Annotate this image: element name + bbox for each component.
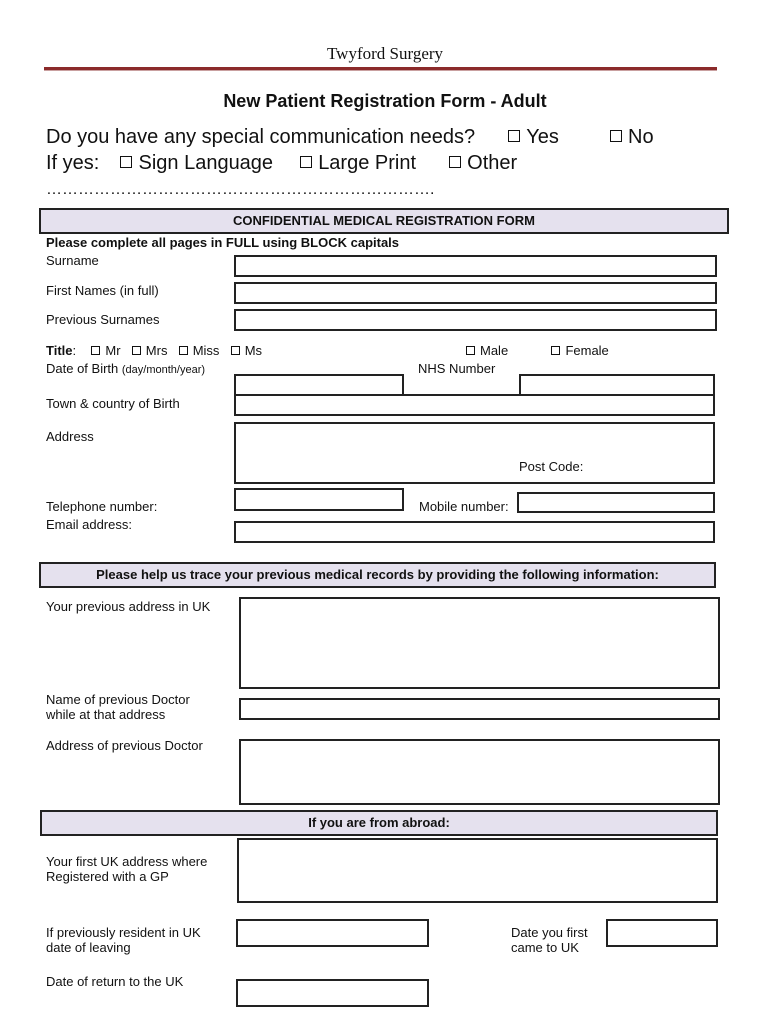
title-colon: : bbox=[72, 343, 77, 358]
leaving-date-field[interactable] bbox=[236, 919, 429, 947]
large-print-checkbox[interactable] bbox=[300, 156, 312, 168]
address-field[interactable] bbox=[234, 422, 715, 484]
no-checkbox[interactable] bbox=[610, 130, 622, 142]
previous-records-banner: Please help us trace your previous medical records by providing the following information: bbox=[39, 562, 716, 588]
previous-doctor-field[interactable] bbox=[239, 698, 720, 720]
previous-doctor-label-1: Name of previous Doctor bbox=[46, 692, 190, 707]
previous-address-field[interactable] bbox=[239, 597, 720, 689]
mrs-label: Mrs bbox=[145, 343, 168, 358]
mobile-field[interactable] bbox=[517, 492, 715, 513]
surname-label: Surname bbox=[46, 253, 99, 268]
birth-place-label: Town & country of Birth bbox=[46, 396, 180, 411]
other-details-dots: ………………………………………………………………. bbox=[46, 181, 435, 198]
first-uk-address-field[interactable] bbox=[237, 838, 718, 903]
ms-checkbox[interactable] bbox=[231, 346, 240, 355]
if-yes-label: If yes: bbox=[46, 152, 100, 174]
previous-address-label: Your previous address in UK bbox=[46, 599, 211, 614]
mr-checkbox[interactable] bbox=[91, 346, 100, 355]
other-checkbox[interactable] bbox=[449, 156, 461, 168]
title-label: Title bbox=[46, 343, 73, 358]
first-uk-address-label-2: Registered with a GP bbox=[46, 869, 169, 884]
birth-place-field[interactable] bbox=[234, 394, 715, 416]
surname-field[interactable] bbox=[234, 255, 717, 277]
no-label: No bbox=[628, 126, 654, 148]
first-names-label: First Names (in full) bbox=[46, 283, 159, 298]
dob-label: Date of Birth bbox=[46, 361, 119, 376]
postcode-label: Post Code: bbox=[519, 459, 584, 474]
female-label: Female bbox=[565, 343, 609, 358]
confidential-banner: CONFIDENTIAL MEDICAL REGISTRATION FORM bbox=[39, 208, 729, 234]
dob-label-row bbox=[46, 361, 205, 378]
communication-question-row bbox=[46, 126, 654, 149]
mobile-label: Mobile number: bbox=[419, 499, 509, 514]
telephone-label: Telephone number: bbox=[46, 499, 158, 514]
other-label: Other bbox=[467, 152, 518, 174]
mr-label: Mr bbox=[105, 343, 121, 358]
communication-question: Do you have any special communication needs? bbox=[46, 126, 476, 148]
sign-language-checkbox[interactable] bbox=[120, 156, 132, 168]
male-checkbox[interactable] bbox=[466, 346, 475, 355]
yes-label: Yes bbox=[526, 126, 559, 148]
miss-checkbox[interactable] bbox=[179, 346, 188, 355]
yes-checkbox[interactable] bbox=[508, 130, 520, 142]
miss-label: Miss bbox=[192, 343, 220, 358]
leaving-date-label-2: date of leaving bbox=[46, 940, 131, 955]
previous-surnames-field[interactable] bbox=[234, 309, 717, 331]
first-came-label-2: came to UK bbox=[511, 940, 579, 955]
first-uk-address-label-1: Your first UK address where bbox=[46, 854, 208, 869]
return-date-label: Date of return to the UK bbox=[46, 974, 184, 989]
previous-doctor-address-label: Address of previous Doctor bbox=[46, 738, 203, 753]
email-label: Email address: bbox=[46, 517, 132, 532]
gender-row bbox=[466, 343, 609, 358]
large-print-label: Large Print bbox=[318, 152, 417, 174]
first-names-field[interactable] bbox=[234, 282, 717, 304]
form-title: New Patient Registration Form - Adult bbox=[223, 91, 547, 111]
return-date-field[interactable] bbox=[236, 979, 429, 1007]
block-capitals-instruction: Please complete all pages in FULL using BLOCK capitals bbox=[46, 235, 400, 250]
first-came-field[interactable] bbox=[606, 919, 718, 947]
previous-doctor-label-2: while at that address bbox=[46, 707, 166, 722]
header-rule-shadow bbox=[44, 70, 717, 71]
previous-surnames-label: Previous Surnames bbox=[46, 312, 160, 327]
communication-options-row bbox=[46, 152, 517, 175]
mrs-checkbox[interactable] bbox=[132, 346, 141, 355]
first-came-label-1: Date you first bbox=[511, 925, 588, 940]
surgery-name: Twyford Surgery bbox=[326, 44, 444, 63]
email-field[interactable] bbox=[234, 521, 715, 543]
female-checkbox[interactable] bbox=[551, 346, 560, 355]
title-row bbox=[46, 343, 262, 358]
abroad-banner: If you are from abroad: bbox=[40, 810, 718, 836]
nhs-label: NHS Number bbox=[418, 361, 496, 376]
leaving-date-label-1: If previously resident in UK bbox=[46, 925, 201, 940]
previous-doctor-address-field[interactable] bbox=[239, 739, 720, 805]
ms-label: Ms bbox=[244, 343, 263, 358]
sign-language-label: Sign Language bbox=[138, 152, 274, 174]
dob-hint: (day/month/year) bbox=[121, 364, 206, 376]
male-label: Male bbox=[480, 343, 509, 358]
address-label: Address bbox=[46, 429, 94, 444]
telephone-field[interactable] bbox=[234, 488, 404, 511]
